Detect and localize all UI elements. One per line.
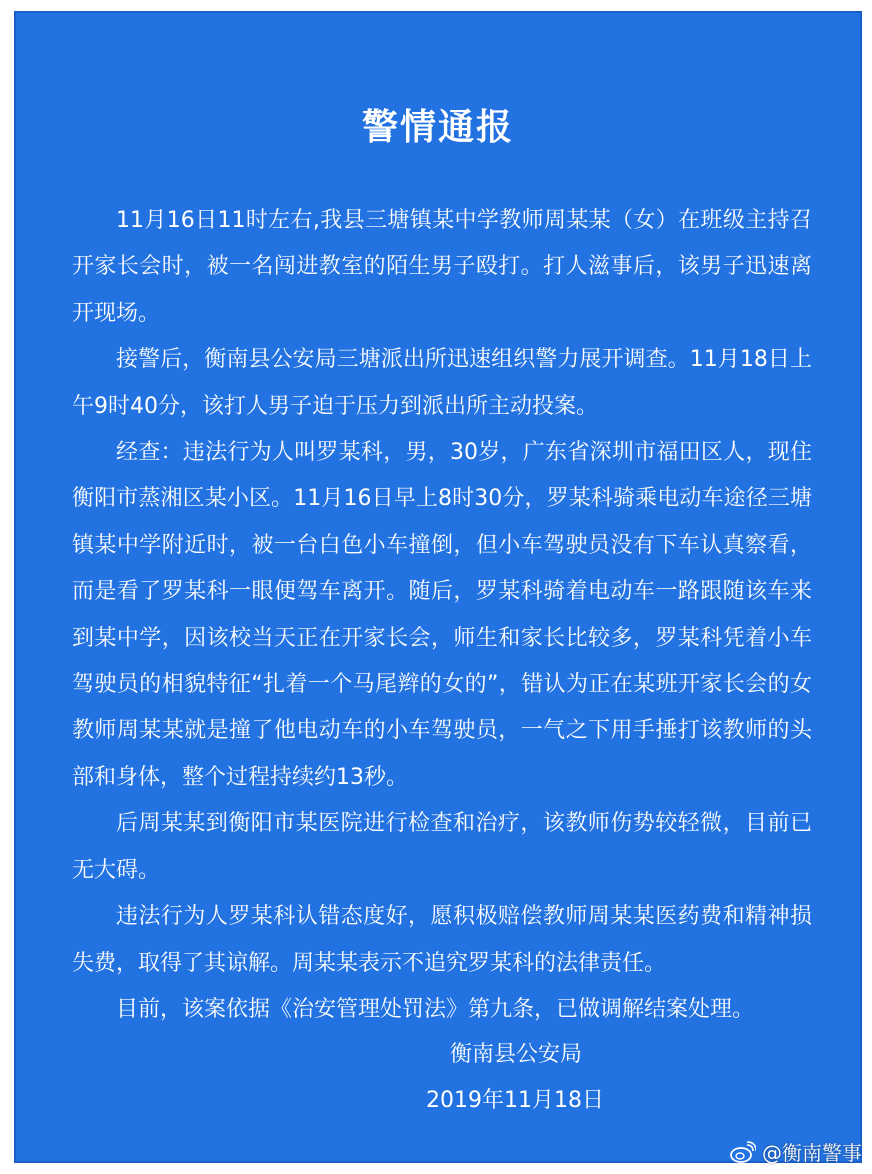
signature-date: 2019年11月18日 (426, 1088, 604, 1113)
police-notice-card (14, 11, 862, 1163)
notice-body (72, 198, 812, 1033)
paragraph-settlement: 违法行为人罗某科认错态度好，愿积极赔偿教师周某某医药费和精神损失费，取得了其谅解。周某某表示不追究罗某科的法律责任。 (72, 904, 812, 976)
watermark-text: @衡南警事 (762, 1141, 862, 1165)
paragraph-treatment: 后周某某到衡阳市某医院进行检查和治疗，该教师伤势较轻微，目前已无大碍。 (72, 811, 812, 883)
weibo-watermark (730, 1137, 862, 1166)
weibo-icon (730, 1141, 756, 1163)
paragraph-investigation: 接警后，衡南县公安局三塘派出所迅速组织警力展开调查。11月18日上午9时40分，该打人男子迫于压力到派出所主动投案。 (72, 347, 812, 419)
signature-organization: 衡南县公安局 (450, 1042, 583, 1067)
paragraph-findings: 经查：违法行为人叫罗某科，男，30岁，广东省深圳市福田区人，现住衡阳市蒸湘区某小区。11月16日早上8时30分，罗某科骑乘电动车途径三塘镇某中学附近时，被一台白色小车撞倒，但小车驾驶员没有下车认真察看，而是看了罗某科一眼便驾车离开。随后，罗某科骑着电动车一路跟随该车来到某中学，因该校当天正在开家长会，师生和家长比较多，罗某科凭着小车驾驶员的相貌特征“扎着一个马尾辫的女的”，错认为正在某班开家长会的女教师周某某就是撞了他电动车的小车驾驶员，一气之下用手捶打该教师的头部和身体，整个过程持续约13秒。 (72, 440, 812, 790)
paragraph-conclusion: 目前，该案依据《治安管理处罚法》第九条，已做调解结案处理。 (116, 996, 755, 1022)
notice-title: 警情通报 (361, 107, 514, 148)
paragraph-incident: 11月16日11时左右,我县三塘镇某中学教师周某某（女）在班级主持召开家长会时，被一名闯进教室的陌生男子殴打。打人滋事后，该男子迅速离开现场。 (72, 208, 812, 326)
